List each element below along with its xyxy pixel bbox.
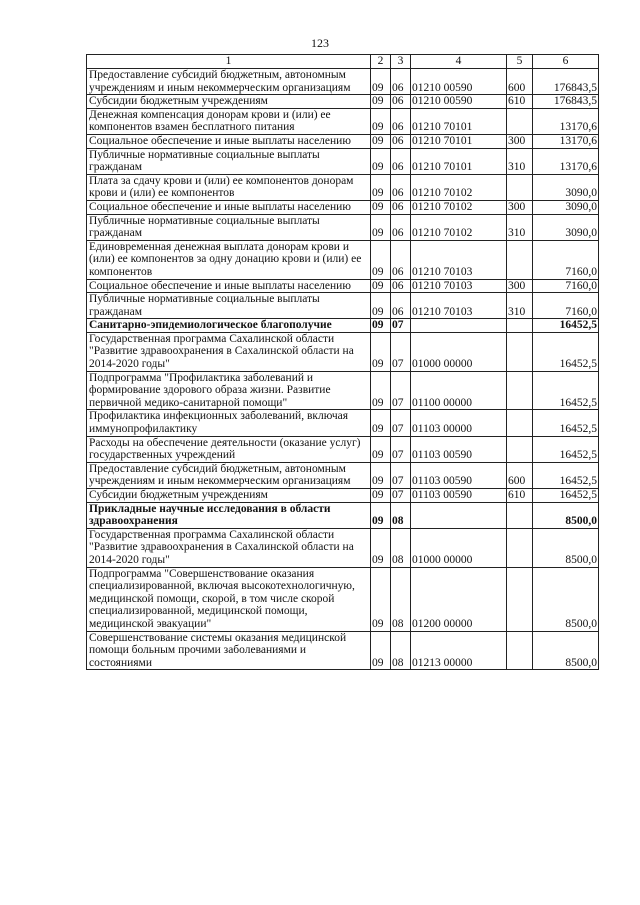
expense-type-cell: 600 (507, 69, 533, 95)
table-row (87, 410, 599, 436)
target-article-cell: 01103 00000 (411, 410, 507, 436)
row-name-cell: Социальное обеспечение и иные выплаты населению (87, 200, 371, 214)
subsection-code-cell: 06 (391, 95, 411, 109)
column-header: 2 (371, 55, 391, 69)
section-code-cell: 09 (371, 134, 391, 148)
subsection-code-cell: 06 (391, 200, 411, 214)
column-header: 6 (533, 55, 599, 69)
amount-cell: 16452,5 (533, 462, 599, 488)
subsection-code-cell: 06 (391, 293, 411, 319)
section-code-cell: 09 (371, 436, 391, 462)
target-article-cell: 01213 00000 (411, 631, 507, 670)
expense-type-cell: 310 (507, 214, 533, 240)
column-header: 3 (391, 55, 411, 69)
expense-type-cell (507, 240, 533, 279)
row-name-cell: Субсидии бюджетным учреждениям (87, 489, 371, 503)
row-name-cell: Плата за сдачу крови и (или) ее компонентов донорам крови и (или) ее компонентов (87, 174, 371, 200)
amount-cell: 16452,5 (533, 410, 599, 436)
amount-cell: 16452,5 (533, 332, 599, 371)
table-row (87, 69, 599, 95)
table-row (87, 200, 599, 214)
target-article-cell: 01100 00000 (411, 371, 507, 410)
target-article-cell: 01210 00590 (411, 69, 507, 95)
section-code-cell: 09 (371, 200, 391, 214)
table-header-row (87, 55, 599, 69)
amount-cell: 7160,0 (533, 293, 599, 319)
amount-cell: 3090,0 (533, 200, 599, 214)
target-article-cell: 01000 00000 (411, 528, 507, 567)
table-body (87, 69, 599, 670)
target-article-cell: 01210 70103 (411, 293, 507, 319)
table-row (87, 319, 599, 333)
row-name-cell: Предоставление субсидий бюджетным, автономным учреждениям и иным некоммерческим организациям (87, 462, 371, 488)
row-name-cell: Денежная компенсация донорам крови и (или) ее компонентов взамен бесплатного питания (87, 108, 371, 134)
table-row (87, 95, 599, 109)
target-article-cell: 01210 70101 (411, 148, 507, 174)
amount-cell: 16452,5 (533, 489, 599, 503)
table-row (87, 567, 599, 631)
section-code-cell: 09 (371, 319, 391, 333)
target-article-cell: 01103 00590 (411, 489, 507, 503)
amount-cell: 16452,5 (533, 371, 599, 410)
page-number: 123 (311, 36, 329, 50)
section-code-cell: 09 (371, 148, 391, 174)
section-code-cell: 09 (371, 240, 391, 279)
table-row (87, 293, 599, 319)
section-code-cell: 09 (371, 502, 391, 528)
expense-type-cell (507, 332, 533, 371)
amount-cell: 13170,6 (533, 108, 599, 134)
amount-cell: 8500,0 (533, 631, 599, 670)
section-code-cell: 09 (371, 108, 391, 134)
subsection-code-cell: 07 (391, 332, 411, 371)
row-name-cell: Подпрограмма "Профилактика заболеваний и формирование здорового образа жизни. Развитие первичной медико-санитарной помощи" (87, 371, 371, 410)
expense-type-cell (507, 528, 533, 567)
target-article-cell: 01210 70102 (411, 174, 507, 200)
section-code-cell: 09 (371, 489, 391, 503)
expense-type-cell: 610 (507, 489, 533, 503)
table-row (87, 240, 599, 279)
row-name-cell: Публичные нормативные социальные выплаты гражданам (87, 148, 371, 174)
section-code-cell: 09 (371, 332, 391, 371)
section-code-cell: 09 (371, 95, 391, 109)
table-row (87, 108, 599, 134)
table-row (87, 148, 599, 174)
target-article-cell (411, 319, 507, 333)
section-code-cell: 09 (371, 279, 391, 293)
row-name-cell: Прикладные научные исследования в области здравоохранения (87, 502, 371, 528)
target-article-cell: 01210 70103 (411, 240, 507, 279)
column-header: 5 (507, 55, 533, 69)
row-name-cell: Социальное обеспечение и иные выплаты населению (87, 134, 371, 148)
row-name-cell: Государственная программа Сахалинской области "Развитие здравоохранения в Сахалинской области на 2014-2020 годы" (87, 332, 371, 371)
table-row (87, 371, 599, 410)
target-article-cell (411, 502, 507, 528)
row-name-cell: Единовременная денежная выплата донорам крови и (или) ее компонентов за одну донацию крови и (или) ее компонентов (87, 240, 371, 279)
expense-type-cell (507, 631, 533, 670)
table-row (87, 279, 599, 293)
subsection-code-cell: 06 (391, 69, 411, 95)
target-article-cell: 01200 00000 (411, 567, 507, 631)
target-article-cell: 01210 70101 (411, 108, 507, 134)
amount-cell: 13170,6 (533, 148, 599, 174)
expense-type-cell (507, 319, 533, 333)
expense-type-cell (507, 174, 533, 200)
amount-cell: 8500,0 (533, 567, 599, 631)
amount-cell: 7160,0 (533, 240, 599, 279)
expense-type-cell (507, 108, 533, 134)
subsection-code-cell: 06 (391, 240, 411, 279)
subsection-code-cell: 07 (391, 319, 411, 333)
amount-cell: 16452,5 (533, 436, 599, 462)
expense-type-cell (507, 567, 533, 631)
row-name-cell: Предоставление субсидий бюджетным, автономным учреждениям и иным некоммерческим организациям (87, 69, 371, 95)
subsection-code-cell: 07 (391, 371, 411, 410)
subsection-code-cell: 08 (391, 528, 411, 567)
amount-cell: 8500,0 (533, 502, 599, 528)
subsection-code-cell: 06 (391, 134, 411, 148)
subsection-code-cell: 08 (391, 567, 411, 631)
section-code-cell: 09 (371, 293, 391, 319)
subsection-code-cell: 07 (391, 462, 411, 488)
table-row (87, 489, 599, 503)
expense-type-cell (507, 436, 533, 462)
expense-type-cell: 610 (507, 95, 533, 109)
section-code-cell: 09 (371, 371, 391, 410)
section-code-cell: 09 (371, 69, 391, 95)
section-code-cell: 09 (371, 410, 391, 436)
section-code-cell: 09 (371, 174, 391, 200)
target-article-cell: 01210 70102 (411, 200, 507, 214)
expense-type-cell: 600 (507, 462, 533, 488)
amount-cell: 3090,0 (533, 214, 599, 240)
expense-type-cell: 300 (507, 279, 533, 293)
target-article-cell: 01103 00590 (411, 462, 507, 488)
section-code-cell: 09 (371, 528, 391, 567)
target-article-cell: 01210 70102 (411, 214, 507, 240)
table-row (87, 174, 599, 200)
subsection-code-cell: 08 (391, 631, 411, 670)
row-name-cell: Профилактика инфекционных заболеваний, включая иммунопрофилактику (87, 410, 371, 436)
row-name-cell: Расходы на обеспечение деятельности (оказание услуг) государственных учреждений (87, 436, 371, 462)
target-article-cell: 01210 70101 (411, 134, 507, 148)
budget-table (86, 54, 599, 670)
subsection-code-cell: 06 (391, 214, 411, 240)
expense-type-cell (507, 371, 533, 410)
target-article-cell: 01210 00590 (411, 95, 507, 109)
table-row (87, 214, 599, 240)
amount-cell: 7160,0 (533, 279, 599, 293)
expense-type-cell: 310 (507, 148, 533, 174)
subsection-code-cell: 06 (391, 148, 411, 174)
subsection-code-cell: 07 (391, 436, 411, 462)
expense-type-cell: 310 (507, 293, 533, 319)
row-name-cell: Публичные нормативные социальные выплаты гражданам (87, 214, 371, 240)
expense-type-cell (507, 502, 533, 528)
section-code-cell: 09 (371, 214, 391, 240)
row-name-cell: Совершенствование системы оказания медицинской помощи больным прочими заболеваниями и состояниями (87, 631, 371, 670)
row-name-cell: Публичные нормативные социальные выплаты гражданам (87, 293, 371, 319)
table-row (87, 462, 599, 488)
section-code-cell: 09 (371, 462, 391, 488)
amount-cell: 176843,5 (533, 69, 599, 95)
subsection-code-cell: 06 (391, 174, 411, 200)
expense-type-cell: 300 (507, 134, 533, 148)
expense-type-cell: 300 (507, 200, 533, 214)
subsection-code-cell: 06 (391, 279, 411, 293)
amount-cell: 8500,0 (533, 528, 599, 567)
row-name-cell: Социальное обеспечение и иные выплаты населению (87, 279, 371, 293)
section-code-cell: 09 (371, 631, 391, 670)
table-row (87, 502, 599, 528)
amount-cell: 3090,0 (533, 174, 599, 200)
row-name-cell: Подпрограмма "Совершенствование оказания специализированной, включая высокотехнологичную, медицинской помощи, скорой, в том числе скорой специализированной, медицинской помощи, медицинской эвакуации" (87, 567, 371, 631)
table-row (87, 332, 599, 371)
row-name-cell: Субсидии бюджетным учреждениям (87, 95, 371, 109)
row-name-cell: Санитарно-эпидемиологическое благополучие (87, 319, 371, 333)
target-article-cell: 01000 00000 (411, 332, 507, 371)
table-row (87, 436, 599, 462)
row-name-cell: Государственная программа Сахалинской области "Развитие здравоохранения в Сахалинской области на 2014-2020 годы" (87, 528, 371, 567)
subsection-code-cell: 07 (391, 410, 411, 436)
table-row (87, 631, 599, 670)
subsection-code-cell: 08 (391, 502, 411, 528)
amount-cell: 176843,5 (533, 95, 599, 109)
target-article-cell: 01103 00590 (411, 436, 507, 462)
column-header: 1 (87, 55, 371, 69)
table-row (87, 134, 599, 148)
table-row (87, 528, 599, 567)
target-article-cell: 01210 70103 (411, 279, 507, 293)
subsection-code-cell: 07 (391, 489, 411, 503)
subsection-code-cell: 06 (391, 108, 411, 134)
expense-type-cell (507, 410, 533, 436)
amount-cell: 13170,6 (533, 134, 599, 148)
section-code-cell: 09 (371, 567, 391, 631)
amount-cell: 16452,5 (533, 319, 599, 333)
column-header: 4 (411, 55, 507, 69)
